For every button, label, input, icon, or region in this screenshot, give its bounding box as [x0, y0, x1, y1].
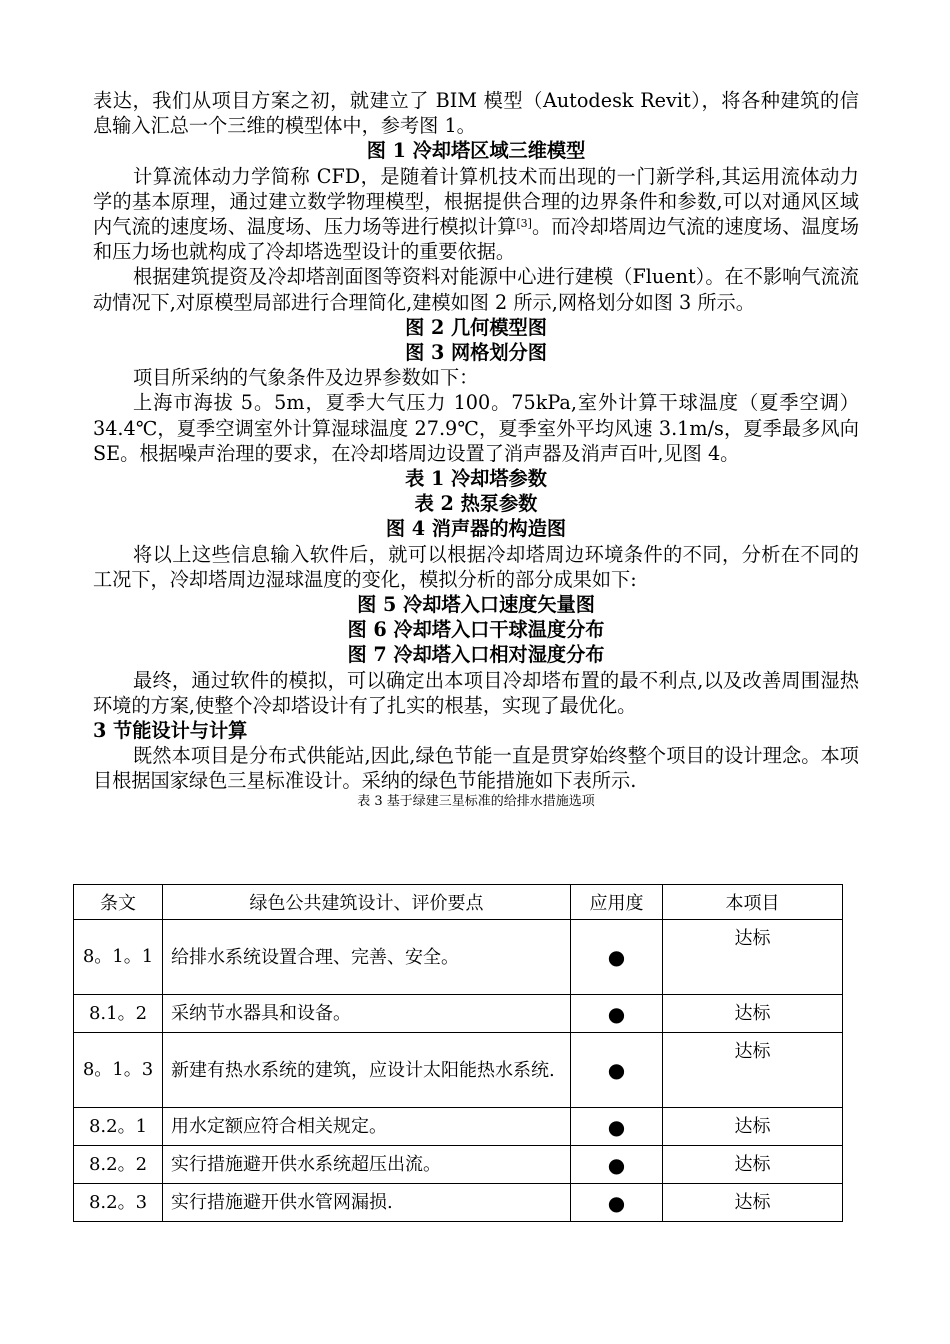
clause-cell: 8.2。2 [74, 1146, 163, 1184]
result-cell: 达标 [663, 1184, 843, 1222]
figure-caption: 图 4 消声器的构造图 [385, 517, 567, 541]
result-cell: 达标 [663, 920, 843, 995]
applied-dot-icon: ● [571, 1184, 663, 1222]
figure-caption: 图 7 冷却塔入口相对湿度分布 [347, 643, 605, 667]
header-result: 本项目 [663, 885, 843, 920]
requirement-cell: 给排水系统设置合理、完善、安全。 [163, 920, 571, 995]
applied-dot-icon: ● [571, 920, 663, 995]
paragraph: 表达，我们从项目方案之初，就建立了 BIM 模型（Autodesk Revit），将各种建筑的信息输入汇总一个三维的模型体中，参考图 1。 [93, 89, 859, 138]
document-body [93, 88, 859, 810]
requirement-cell: 用水定额应符合相关规定。 [163, 1108, 571, 1146]
paragraph: 上海市海拔 5。5m，夏季大气压力 100。75kPa,室外计算干球温度（夏季空调）34.4℃，夏季空调室外计算湿球温度 27.9℃，夏季室外平均风速 3.1m/s，夏季最多风向 SE。根据噪声治理的要求，在冷却塔周边设置了消声器及消声百叶,见图 4。 [93, 391, 859, 465]
citation-ref: [3] [516, 217, 532, 231]
clause-cell: 8.2。1 [74, 1108, 163, 1146]
clause-cell: 8。1。3 [74, 1033, 163, 1108]
result-cell: 达标 [663, 1146, 843, 1184]
applied-dot-icon: ● [571, 1146, 663, 1184]
requirement-cell: 实行措施避开供水管网漏损. [163, 1184, 571, 1222]
result-cell: 达标 [663, 1108, 843, 1146]
header-clause: 条文 [74, 885, 163, 920]
table-caption: 表 3 基于绿建三星标准的给排水措施选项 [357, 793, 595, 809]
table-header-row [74, 885, 843, 920]
measures-table [73, 884, 843, 1222]
clause-cell: 8.2。3 [74, 1184, 163, 1222]
applied-dot-icon: ● [571, 995, 663, 1033]
requirement-cell: 采纳节水器具和设备。 [163, 995, 571, 1033]
paragraph: 根据建筑提资及冷却塔剖面图等资料对能源中心进行建模（Fluent）。在不影响气流流动情况下,对原模型局部进行合理简化,建模如图 2 所示,网格划分如图 3 所示。 [93, 265, 859, 314]
clause-cell: 8。1。1 [74, 920, 163, 995]
paragraph: 将以上这些信息输入软件后，就可以根据冷却塔周边环境条件的不同，分析在不同的工况下，冷却塔周边湿球温度的变化，模拟分析的部分成果如下: [93, 542, 859, 591]
applied-dot-icon: ● [571, 1108, 663, 1146]
paragraph [93, 164, 859, 265]
figure-caption: 图 3 网格划分图 [405, 341, 547, 365]
table-row [74, 1033, 843, 1108]
table-row [74, 1184, 843, 1222]
figure-caption: 图 1 冷却塔区域三维模型 [366, 139, 586, 163]
paragraph-text: 计算流体动力学简称 CFD，是随着计算机技术而出现的一门新学科,其运用流体动力学的基本原理，通过建立数学物理模型，根据提供合理的边界条件和参数,可以对通风区域内气流的速度场、温度场、压力场等进行模拟计算 [93, 164, 859, 239]
table-row [74, 1146, 843, 1184]
table-caption: 表 1 冷却塔参数 [405, 467, 547, 491]
paragraph-text: 。而冷却塔周边气流的速度场、温度场和压力场也就构成了冷却塔选型设计的重要依据。 [93, 215, 860, 264]
header-application: 应用度 [571, 885, 663, 920]
result-cell: 达标 [663, 995, 843, 1033]
requirement-cell: 实行措施避开供水系统超压出流。 [163, 1146, 571, 1184]
table-caption: 表 2 热泵参数 [414, 492, 538, 516]
table-row [74, 920, 843, 995]
figure-caption: 图 2 几何模型图 [405, 315, 547, 339]
applied-dot-icon: ● [571, 1033, 663, 1108]
paragraph: 项目所采纳的气象条件及边界参数如下： [133, 366, 479, 390]
paragraph: 最终，通过软件的模拟，可以确定出本项目冷却塔布置的最不利点,以及改善周围湿热环境的方案,使整个冷却塔设计有了扎实的根基，实现了最优化。 [93, 668, 859, 717]
section-heading: 3 节能设计与计算 [93, 719, 248, 743]
requirement-cell: 新建有热水系统的建筑，应设计太阳能热水系统. [163, 1033, 571, 1108]
clause-cell: 8.1。2 [74, 995, 163, 1033]
result-cell: 达标 [663, 1033, 843, 1108]
table-row [74, 1108, 843, 1146]
figure-caption: 图 5 冷却塔入口速度矢量图 [357, 593, 595, 617]
figure-caption: 图 6 冷却塔入口干球温度分布 [347, 618, 605, 642]
header-requirement: 绿色公共建筑设计、评价要点 [163, 885, 571, 920]
paragraph: 既然本项目是分布式供能站,因此,绿色节能一直是贯穿始终整个项目的设计理念。本项目根据国家绿色三星标准设计。采纳的绿色节能措施如下表所示. [93, 744, 859, 793]
table-row [74, 995, 843, 1033]
